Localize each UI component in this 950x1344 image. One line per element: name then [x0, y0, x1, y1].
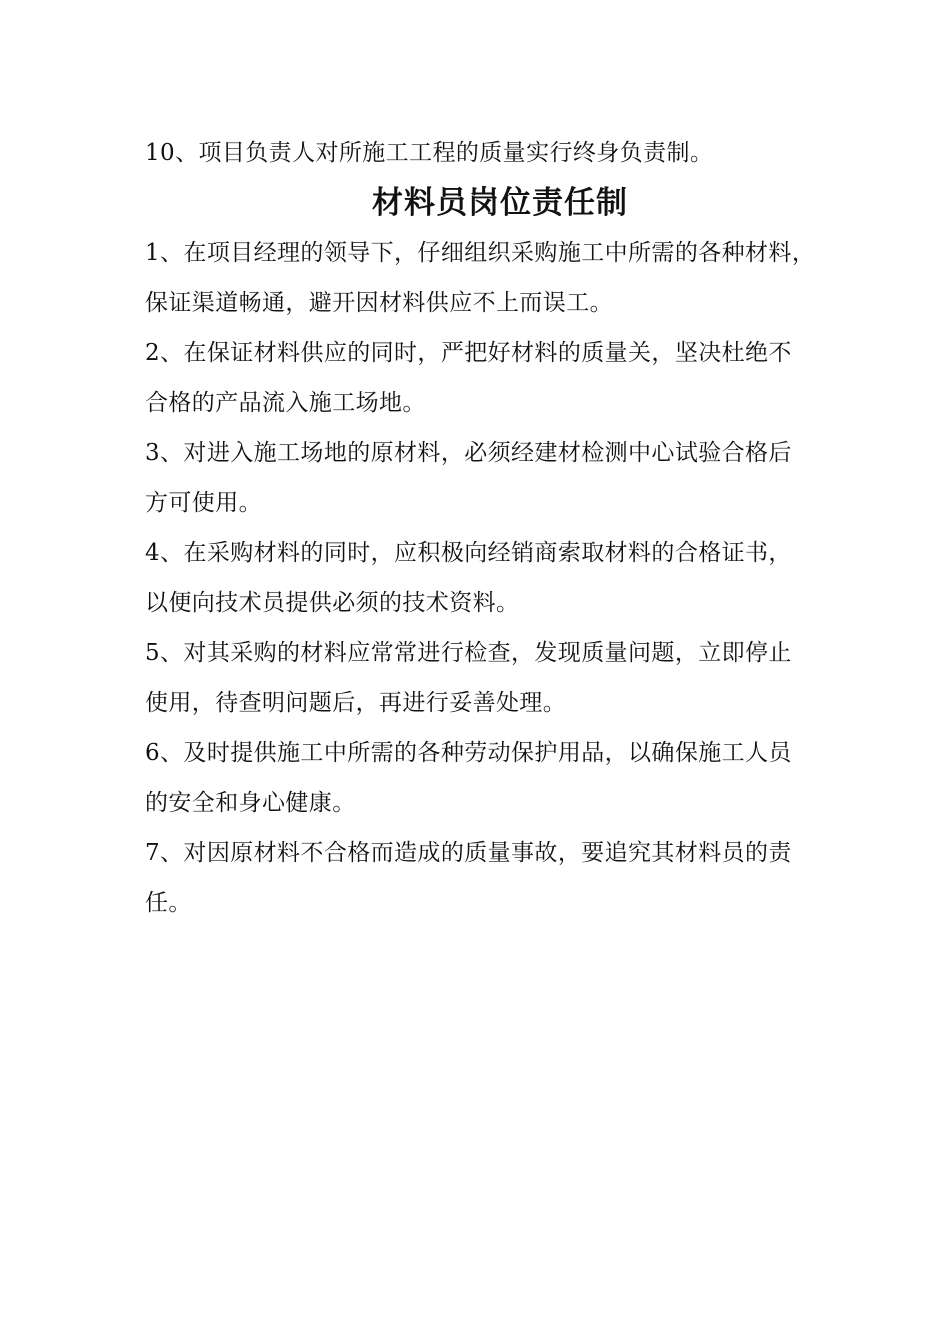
paragraph-line: 5、对其采购的材料应常常进行检查，发现质量问题，立即停止 [145, 640, 792, 666]
paragraph-line: 7、对因原材料不合格而造成的质量事故，要追究其材料员的责 [145, 840, 792, 866]
paragraph-line: 4、在采购材料的同时，应积极向经销商索取材料的合格证书， [145, 540, 792, 566]
paragraph-line: 方可使用。 [145, 490, 262, 516]
paragraph-line: 的安全和身心健康。 [145, 790, 356, 816]
paragraph-line: 保证渠道畅通，避开因材料供应不上而误工。 [145, 290, 613, 316]
paragraph-line: 2、在保证材料供应的同时，严把好材料的质量关，坚决杜绝不 [145, 340, 792, 366]
paragraph-line: 以便向技术员提供必须的技术资料。 [145, 590, 520, 616]
paragraph-line: 1、在项目经理的领导下，仔细组织采购施工中所需的各种材料， [145, 240, 816, 266]
paragraph-7 [145, 828, 890, 928]
paragraph-line: 使用，待查明问题后，再进行妥善处理。 [145, 690, 567, 716]
paragraph-3 [145, 428, 890, 528]
paragraph-line: 6、及时提供施工中所需的各种劳动保护用品，以确保施工人员 [145, 740, 792, 766]
paragraph-2 [145, 328, 890, 428]
paragraph-4 [145, 528, 890, 628]
paragraph-line: 任。 [145, 890, 192, 916]
paragraph-line: 合格的产品流入施工场地。 [145, 390, 426, 416]
paragraph-1 [145, 228, 890, 328]
document-body [145, 128, 890, 928]
paragraph-5 [145, 628, 890, 728]
intro-line: 10、项目负责人对所施工工程的质量实行终身负责制。 [145, 140, 714, 166]
paragraph-6 [145, 728, 890, 828]
section-title: 材料员岗位责任制 [372, 185, 628, 221]
paragraph-line: 3、对进入施工场地的原材料，必须经建材检测中心试验合格后 [145, 440, 792, 466]
